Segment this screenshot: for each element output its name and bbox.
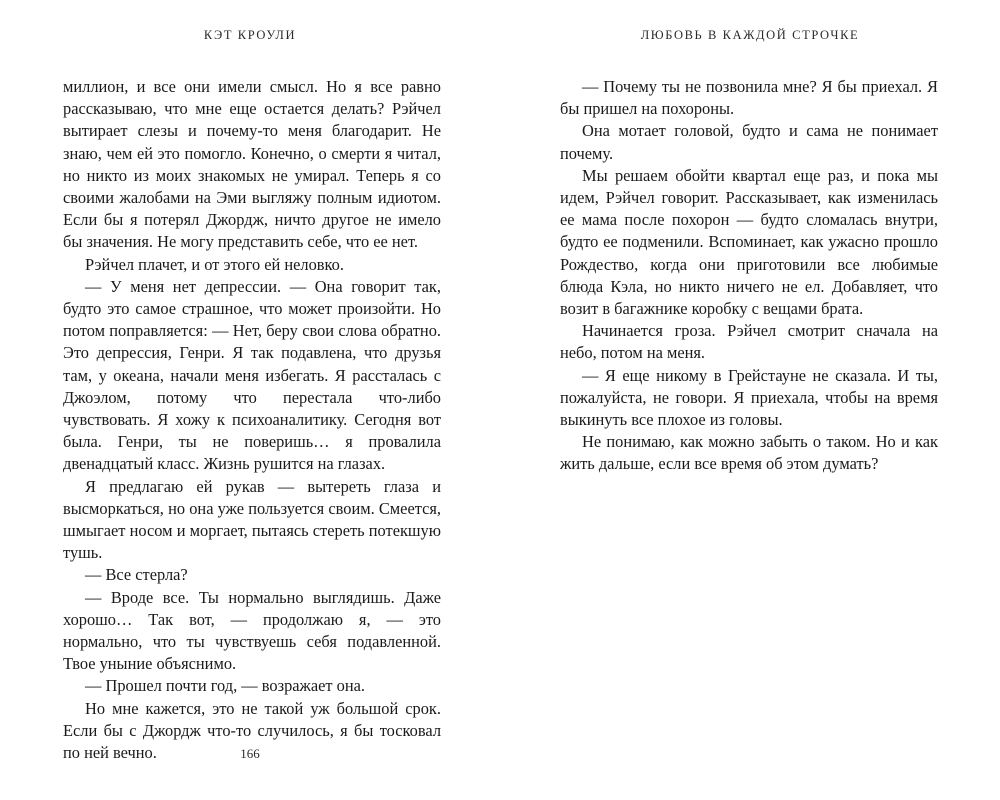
paragraph: — Я еще никому в Грейстауне не сказала. И ты, пожалуйста, не говори. Я приехала, чтобы на время выкинуть все плохое из головы.	[560, 365, 938, 430]
right-running-head: ЛЮБОВЬ В КАЖДОЙ СТРОЧКЕ	[640, 28, 860, 42]
paragraph: — Все стерла?	[85, 565, 188, 585]
left-running-head: КЭТ КРОУЛИ	[203, 28, 297, 42]
paragraph: Но мне кажется, это не такой уж большой срок. Если бы с Джордж что-то случилось, я бы тосковал по ней вечно.	[63, 698, 441, 763]
paragraph: Рэйчел плачет, и от этого ей неловко.	[85, 254, 344, 274]
paragraph: Она мотает головой, будто и сама не понимает почему.	[560, 121, 938, 163]
paragraph: — Прошел почти год, — возражает она.	[85, 676, 366, 696]
paragraph: — У меня нет депрессии. — Она говорит так, будто это самое страшное, что может произойти. Но потом поправляется: — Нет, беру свои слова обратно. Это депрессия, Генри. Я так подавлена, что друзья там, у океана, начали меня избегать. Я рассталась с Джоэлом, потому что перестала что-либо чувствовать. Я хожу к психоаналитику. Сегодня вот была. Генри, ты не поверишь… я провалила двенадцатый класс. Жизнь рушится на глазах.	[63, 276, 441, 474]
paragraph: Я предлагаю ей рукав — вытереть глаза и высморкаться, но она уже пользуется своим. Смеется, шмыгает носом и моргает, пытаясь стереть потекшую тушь.	[63, 476, 441, 563]
left-text-block	[63, 76, 441, 764]
paragraph: Начинается гроза. Рэйчел смотрит сначала на небо, потом на меня.	[560, 321, 938, 363]
paragraph: — Почему ты не позвонила мне? Я бы приехал. Я бы пришел на похороны.	[560, 77, 938, 119]
right-page	[500, 0, 1000, 800]
right-text-block	[560, 76, 938, 476]
paragraph: Не понимаю, как можно забыть о таком. Но и как жить дальше, если все время об этом думать?	[560, 432, 938, 474]
paragraph: миллион, и все они имели смысл. Но я все равно рассказываю, что мне еще остается делать? Рэйчел вытирает слезы и почему-то меня благодарит. Не знаю, чем ей это помогло. Конечно, о смерти я читал, но никто из моих знакомых не умирал. Теперь я со своими жалобами на Эми выгляжу полным идиотом. Если бы я потерял Джордж, ничто другое не имело бы значения. Не могу представить себе, что ее нет.	[63, 77, 441, 252]
paragraph: Мы решаем обойти квартал еще раз, и пока мы идем, Рэйчел говорит. Рассказывает, как изменилась ее мама после похорон — будто сломалась внутри, будто ее подменили. Вспоминает, как ужасно прошло Рождество, когда они приготовили все любимые блюда Кэла, но никто ничего не ел. Добавляет, что возит в багажнике коробку с вещами брата.	[560, 165, 938, 319]
paragraph: — Вроде все. Ты нормально выглядишь. Даже хорошо… Так вот, — продолжаю я, — это нормально, что ты чувствуешь себя подавленной. Твое уныние объяснимо.	[63, 587, 441, 674]
page-number: 166	[240, 746, 260, 761]
